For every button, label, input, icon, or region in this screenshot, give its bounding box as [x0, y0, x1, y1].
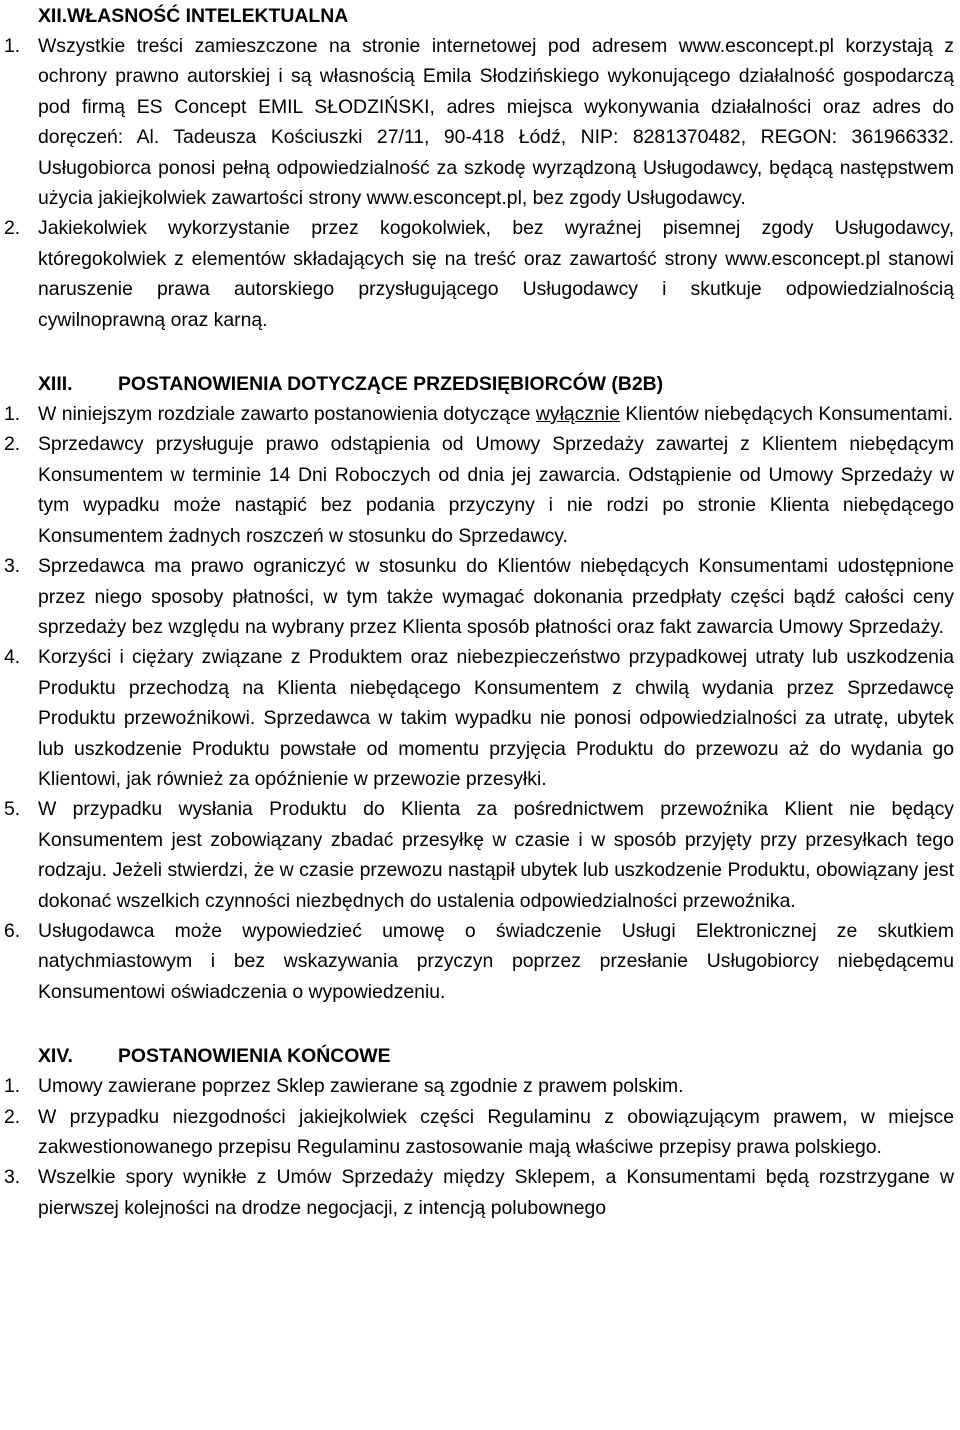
list-item — [4, 31, 954, 213]
list-item — [4, 1071, 954, 1101]
list-item — [4, 794, 954, 916]
section-number: XIV. — [38, 1045, 73, 1068]
item-number: 2. — [4, 433, 21, 456]
section-heading-xiii — [4, 369, 954, 399]
section-title: POSTANOWIENIA KOŃCOWE — [118, 1045, 391, 1068]
item-text-part: Klientów niebędących Konsumentami. — [619, 403, 954, 426]
list-item — [4, 399, 954, 429]
item-number: 6. — [4, 919, 21, 942]
list-item — [4, 642, 954, 794]
item-text: Sprzedawcy przysługuje prawo odstąpienia od Umowy Sprzedaży zawartej z Klientem niebędącym Konsumentem w terminie 14 Dni Roboczych od dnia jej zawarcia. Odstąpienie od Umowy Sprzedaży w tym wypadku może nastąpić bez podania przyczyny i nie rodzi po stronie Klienta niebędącego Konsumentem żadnych roszczeń w stosunku do Sprzedawcy. — [38, 433, 954, 547]
underlined-emphasis: wyłącznie — [535, 403, 620, 426]
item-text — [38, 399, 954, 429]
item-text: Wszystkie treści zamieszczone na stronie internetowej pod adresem www.esconcept.pl korzystają z ochrony prawno autorskiej i są własnością Emila Słodzińskiego wykonującego działalność gospodarczą pod firmą ES Concept EMIL SŁODZIŃSKI, adres miejsca wykonywania działalności oraz adres do doręczeń: Al. Tadeusza Kościuszki 27/11, 90-418 Łódź, NIP: 8281370482, REGON: 361966332. Usługobiorca ponosi pełną odpowiedzialność za szkodę wyrządzoną Usługodawcy, będącą następstwem użycia jakiejkolwiek zawartości strony www.esconcept.pl, bez zgody Usługodawcy. — [38, 35, 954, 210]
item-text: W przypadku wysłania Produktu do Klienta za pośrednictwem przewoźnika Klient nie będący Konsumentem jest zobowiązany zbadać przesyłkę w czasie i w sposób przyjęty przy przesyłkach tego rodzaju. Jeżeli stwierdzi, że w czasie przewozu nastąpił ubytek lub uszkodzenie Produktu, obowiązany jest dokonać wszelkich czynności niezbędnych do ustalenia odpowiedzialności przewoźnika. — [38, 798, 954, 912]
item-text: Usługodawca może wypowiedzieć umowę o świadczenie Usługi Elektronicznej ze skutkiem natychmiastowym i bez wskazywania przyczyn poprzez przesłanie Usługobiorcy niebędącemu Konsumentowi oświadczenia o wypowiedzeniu. — [38, 919, 954, 1003]
item-number: 3. — [4, 555, 21, 578]
item-number: 2. — [4, 217, 21, 240]
list-item — [4, 551, 954, 642]
list-item — [4, 429, 954, 551]
list-item — [4, 213, 954, 335]
section-title: WŁASNOŚĆ INTELEKTUALNA — [67, 5, 349, 27]
item-number: 4. — [4, 646, 21, 669]
item-number: 5. — [4, 798, 21, 821]
item-text: Jakiekolwiek wykorzystanie przez kogokolwiek, bez wyraźnej pisemnej zgody Usługodawcy, któregokolwiek z elementów składających się na treść oraz zawartość strony www.esconcept.pl stanowi naruszenie prawa autorskiego przysługującego Usługodawcy i skutkuje odpowiedzialnością cywilnoprawną oraz karną. — [38, 217, 954, 331]
section-heading-xii — [4, 1, 954, 31]
section-heading-xiv — [4, 1041, 954, 1071]
section-number: XIII. — [38, 373, 73, 396]
item-number: 1. — [4, 35, 21, 57]
section-number: XII. — [38, 5, 68, 27]
list-item — [4, 916, 954, 1007]
item-number: 1. — [4, 403, 21, 426]
item-number: 1. — [4, 1075, 21, 1098]
item-text: Sprzedawca ma prawo ograniczyć w stosunku do Klientów niebędących Konsumentami udostępnione przez niego sposoby płatności, w tym także wymagać dokonania przedpłaty części bądź całości ceny sprzedaży bez względu na wybrany przez Klienta sposób płatności oraz fakt zawarcia Umowy Sprzedaży. — [38, 555, 954, 638]
list-item — [4, 1162, 954, 1223]
section-spacer — [4, 1007, 954, 1041]
item-number: 3. — [4, 1166, 21, 1189]
item-text: Wszelkie spory wynikłe z Umów Sprzedaży między Sklepem, a Konsumentami będą rozstrzygane w pierwszej kolejności na drodze negocjacji, z intencją polubownego — [38, 1166, 954, 1219]
section-spacer — [4, 335, 954, 369]
item-text-part: W niniejszym rozdziale zawarto postanowienia dotyczące — [38, 403, 536, 426]
item-text: W przypadku niezgodności jakiejkolwiek części Regulaminu z obowiązującym prawem, w miejsce zakwestionowanego przepisu Regulaminu zastosowanie mają właściwe przepisy prawa polskiego. — [38, 1105, 954, 1158]
item-text: Umowy zawierane poprzez Sklep zawierane są zgodnie z prawem polskim. — [38, 1075, 684, 1098]
item-number: 2. — [4, 1105, 21, 1128]
section-title: POSTANOWIENIA DOTYCZĄCE PRZEDSIĘBIORCÓW (B2B) — [118, 373, 664, 396]
list-item — [4, 1102, 954, 1163]
item-text: Korzyści i ciężary związane z Produktem oraz niebezpieczeństwo przypadkowej utraty lub uszkodzenia Produktu przechodzą na Klienta niebędącego Konsumentem z chwilą wydania przez Sprzedawcę Produktu przewoźnikowi. Sprzedawca w takim wypadku nie ponosi odpowiedzialności za utratę, ubytek lub uszkodzenie Produktu powstałe od momentu przyjęcia Produktu do przewozu aż do wydania go Klientowi, jak również za opóźnienie w przewozie przesyłki. — [38, 646, 954, 790]
